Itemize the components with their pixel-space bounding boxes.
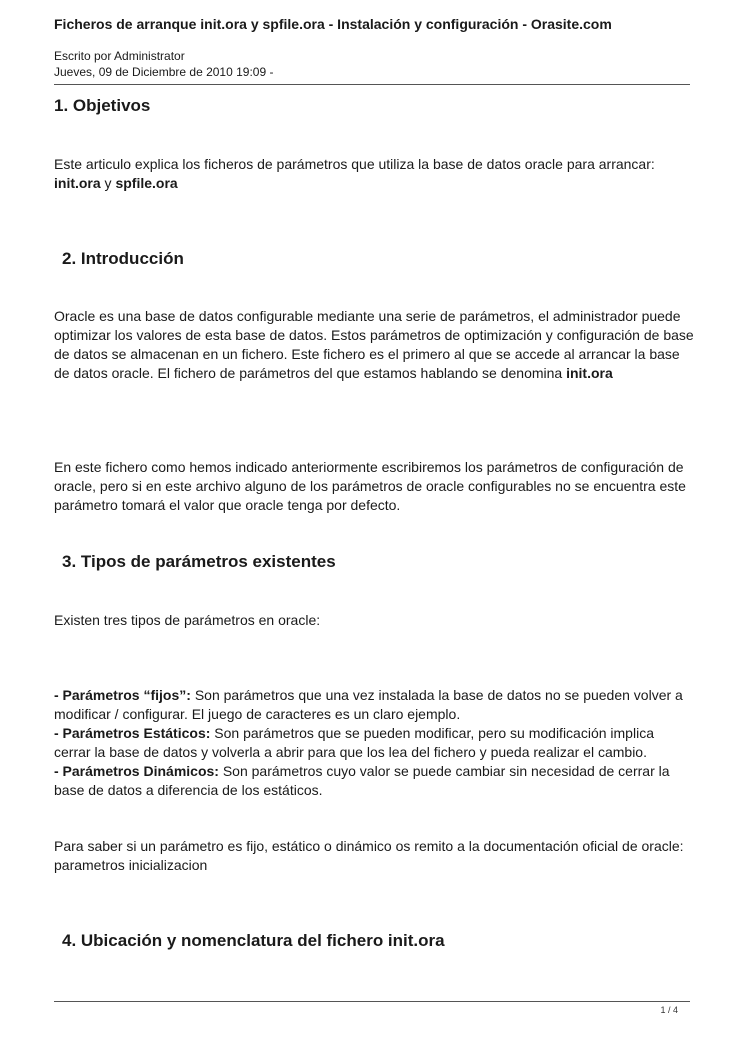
- paragraph-tipos-intro: Existen tres tipos de parámetros en oracle:: [54, 612, 321, 628]
- bold-term-spfile-ora: spfile.ora: [115, 175, 178, 191]
- bold-term-init-ora: init.ora: [54, 175, 101, 191]
- section-heading-ubicacion: 4. Ubicación y nomenclatura del fichero init.ora: [62, 931, 445, 950]
- paragraph-parameter-list: [54, 686, 694, 800]
- section-heading-introduccion: 2. Introducción: [62, 249, 184, 268]
- text-run: Oracle es una base de datos configurable mediante una serie de parámetros, el administrador puede optimizar los valores de esta base de datos. Estos parámetros de optimización y configuración de base de datos se almacenan en un fichero. Este fichero es el primero al que se accede al arrancar la base de datos oracle. El fichero de parámetros del que estamos hablando se denomina: [54, 308, 694, 381]
- author-line: Escrito por Administrator: [54, 49, 185, 63]
- footer-divider: [54, 1001, 690, 1002]
- header-divider: [54, 84, 690, 85]
- label-parametros-estaticos: - Parámetros Estáticos:: [54, 725, 211, 741]
- text-run: Este articulo explica los ficheros de parámetros que utiliza la base de datos oracle para arrancar:: [54, 156, 655, 172]
- paragraph-objetivos: [54, 155, 694, 193]
- date-line: Jueves, 09 de Diciembre de 2010 19:09 -: [54, 65, 274, 79]
- paragraph-documentacion: Para saber si un parámetro es fijo, estático o dinámico os remito a la documentación oficial de oracle: parametros inicializacion: [54, 838, 684, 873]
- section-heading-objetivos: 1. Objetivos: [54, 96, 151, 115]
- text-run: Son parámetros cuyo valor se puede cambiar sin necesidad de cerrar la base de datos a diferencia de los estáticos.: [54, 763, 670, 798]
- label-parametros-fijos: - Parámetros “fijos”:: [54, 687, 191, 703]
- paragraph-introduccion-2: En este fichero como hemos indicado anteriormente escribiremos los parámetros de configuración de oracle, pero si en este archivo alguno de los parámetros de oracle configurables no se encuentra este parámetro tomará el valor que oracle tenga por defecto.: [54, 459, 686, 513]
- section-heading-tipos: 3. Tipos de parámetros existentes: [62, 552, 336, 571]
- text-run: Son parámetros que una vez instalada la base de datos no se pueden volver a modificar / configurar. El juego de caracteres es un claro ejemplo.: [54, 687, 683, 722]
- bold-term-init-ora: init.ora: [566, 365, 613, 381]
- document-title: Ficheros de arranque init.ora y spfile.ora - Instalación y configuración - Orasite.com: [54, 16, 612, 32]
- paragraph-introduccion-1: [54, 307, 694, 383]
- label-parametros-dinamicos: - Parámetros Dinámicos:: [54, 763, 219, 779]
- text-run: Son parámetros que se pueden modificar, pero su modificación implica cerrar la base de datos y volverla a abrir para que los lea del fichero y pueda realizar el cambio.: [54, 725, 654, 760]
- text-run: y: [100, 175, 116, 191]
- page-number: 1 / 4: [660, 1005, 678, 1015]
